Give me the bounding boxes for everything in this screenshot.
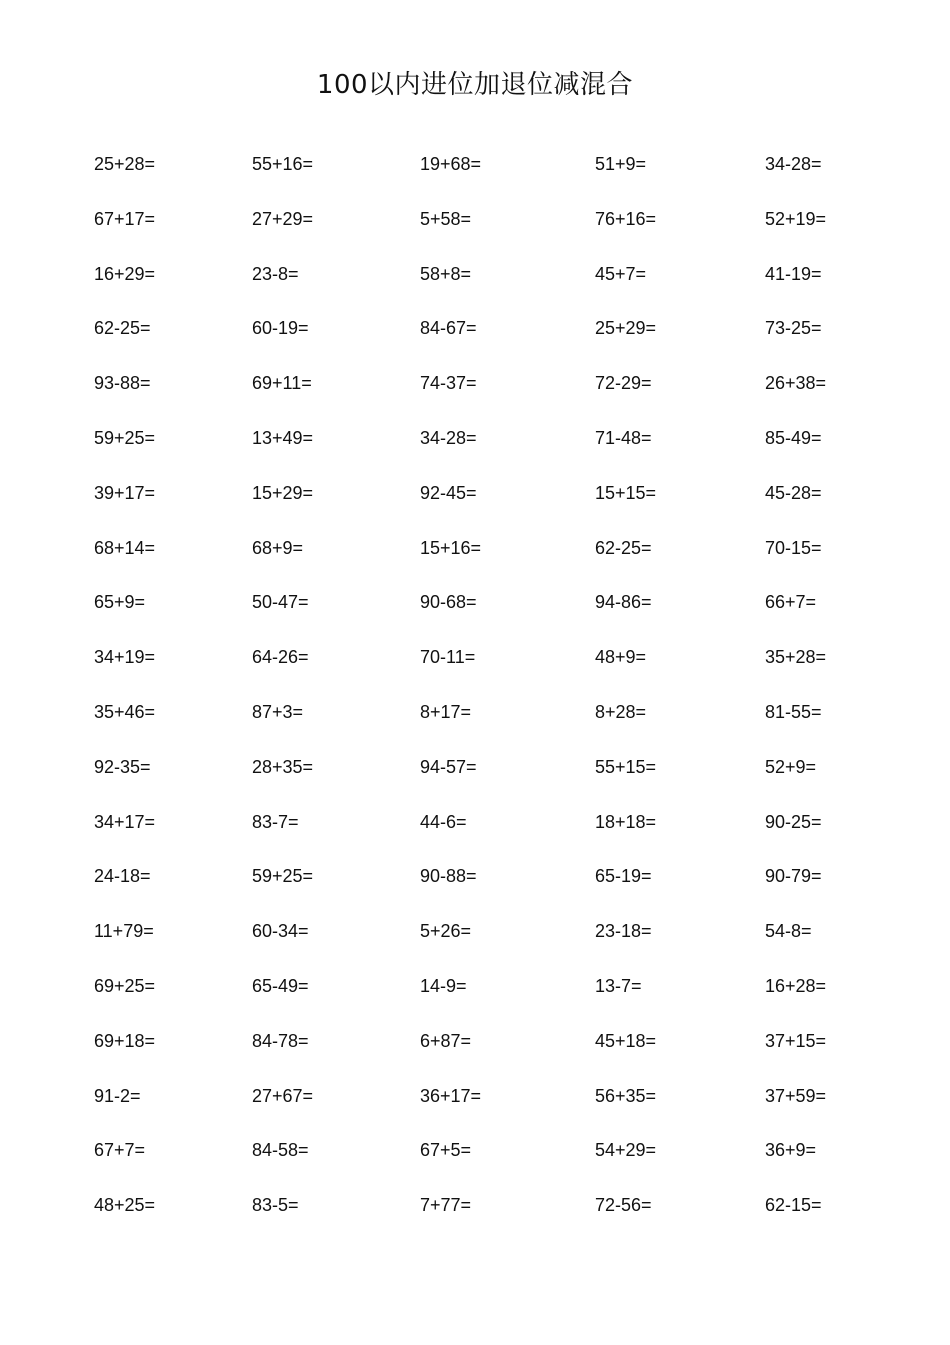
math-problem: 72-29=: [595, 373, 652, 394]
math-problem: 13-7=: [595, 975, 642, 996]
math-problem: 52+9=: [765, 756, 817, 777]
math-problem: 90-88=: [420, 866, 477, 887]
problem-row: [0, 150, 950, 205]
problem-row: [0, 260, 950, 315]
math-problem: 25+28=: [94, 154, 156, 174]
math-problem: 44-6=: [420, 811, 467, 832]
math-problem: 19+68=: [420, 154, 482, 174]
problem-row: [0, 643, 950, 698]
problem-grid: [0, 150, 950, 1246]
math-problem: 93-88=: [94, 373, 151, 394]
math-problem: 69+25=: [94, 975, 156, 996]
math-problem: 68+9=: [252, 537, 304, 558]
math-problem: 24-18=: [94, 866, 151, 887]
math-problem: 90-68=: [420, 592, 477, 613]
problem-row: [0, 753, 950, 808]
math-problem: 23-18=: [595, 921, 652, 942]
math-problem: 54+29=: [595, 1140, 657, 1161]
problem-row: [0, 1136, 950, 1191]
math-problem: 58+8=: [420, 263, 472, 284]
math-problem: 90-79=: [765, 866, 822, 887]
math-problem: 59+25=: [94, 427, 156, 448]
math-problem: 69+11=: [252, 373, 312, 394]
math-problem: 70-15=: [765, 537, 822, 558]
math-problem: 7+77=: [420, 1195, 472, 1216]
math-problem: 84-58=: [252, 1140, 309, 1161]
page-title: 100以内进位加退位减混合: [316, 70, 634, 100]
math-problem: 81-55=: [765, 701, 822, 722]
math-problem: 67+5=: [420, 1140, 472, 1161]
math-problem: 35+46=: [94, 701, 156, 722]
math-problem: 54-8=: [765, 921, 812, 942]
problem-row: [0, 698, 950, 753]
math-problem: 6+87=: [420, 1030, 472, 1051]
math-problem: 34-28=: [765, 154, 822, 174]
math-problem: 71-48=: [595, 427, 652, 448]
problem-row: [0, 424, 950, 479]
math-problem: 11+79=: [94, 921, 154, 942]
math-problem: 84-78=: [252, 1030, 309, 1051]
math-problem: 27+29=: [252, 208, 314, 229]
problem-row: [0, 1191, 950, 1246]
problem-row: [0, 808, 950, 863]
math-problem: 25+29=: [595, 318, 657, 339]
math-problem: 72-56=: [595, 1195, 652, 1216]
math-problem: 67+7=: [94, 1140, 146, 1161]
math-problem: 15+16=: [420, 537, 482, 558]
math-problem: 15+15=: [595, 482, 657, 503]
math-problem: 18+18=: [595, 811, 657, 832]
math-problem: 55+15=: [595, 756, 657, 777]
math-problem: 5+26=: [420, 921, 472, 942]
math-problem: 8+28=: [595, 701, 647, 722]
math-problem: 5+58=: [420, 208, 472, 229]
math-problem: 62-15=: [765, 1195, 822, 1216]
math-problem: 69+18=: [94, 1030, 156, 1051]
math-problem: 45+18=: [595, 1030, 657, 1051]
math-problem: 83-5=: [252, 1195, 299, 1216]
problem-row: [0, 479, 950, 534]
problem-row: [0, 534, 950, 589]
math-problem: 56+35=: [595, 1085, 657, 1106]
math-problem: 28+35=: [252, 756, 314, 777]
math-problem: 55+16=: [252, 154, 314, 174]
problem-row: [0, 862, 950, 917]
math-problem: 94-86=: [595, 592, 652, 613]
math-problem: 51+9=: [595, 154, 647, 174]
math-problem: 73-25=: [765, 318, 822, 339]
math-problem: 8+17=: [420, 701, 472, 722]
math-problem: 14-9=: [420, 975, 467, 996]
math-problem: 15+29=: [252, 482, 314, 503]
math-problem: 87+3=: [252, 701, 304, 722]
math-problem: 34-28=: [420, 427, 477, 448]
problem-row: [0, 1082, 950, 1137]
math-problem: 41-19=: [765, 263, 822, 284]
math-problem: 68+14=: [94, 537, 156, 558]
math-problem: 90-25=: [765, 811, 822, 832]
math-problem: 84-67=: [420, 318, 477, 339]
math-problem: 26+38=: [765, 373, 827, 394]
math-problem: 23-8=: [252, 263, 299, 284]
math-problem: 83-7=: [252, 811, 299, 832]
math-problem: 67+17=: [94, 208, 156, 229]
math-problem: 39+17=: [94, 482, 156, 503]
problem-row: [0, 972, 950, 1027]
math-problem: 59+25=: [252, 866, 314, 887]
math-problem: 48+9=: [595, 647, 647, 668]
problem-row: [0, 369, 950, 424]
math-problem: 52+19=: [765, 208, 827, 229]
math-problem: 48+25=: [94, 1195, 156, 1216]
problem-row: [0, 205, 950, 260]
math-problem: 62-25=: [595, 537, 652, 558]
math-problem: 34+17=: [94, 811, 156, 832]
math-problem: 65-49=: [252, 975, 309, 996]
problem-row: [0, 1027, 950, 1082]
math-problem: 36+17=: [420, 1085, 482, 1106]
math-problem: 92-35=: [94, 756, 151, 777]
math-problem: 37+59=: [765, 1085, 827, 1106]
math-problem: 66+7=: [765, 592, 817, 613]
math-problem: 16+28=: [765, 975, 827, 996]
math-problem: 45-28=: [765, 482, 822, 503]
math-problem: 50-47=: [252, 592, 309, 613]
math-problem: 76+16=: [595, 208, 657, 229]
math-problem: 62-25=: [94, 318, 151, 339]
math-problem: 35+28=: [765, 647, 827, 668]
math-problem: 13+49=: [252, 427, 314, 448]
math-problem: 45+7=: [595, 263, 647, 284]
problem-row: [0, 588, 950, 643]
math-problem: 65+9=: [94, 592, 146, 613]
math-problem: 16+29=: [94, 263, 156, 284]
math-problem: 34+19=: [94, 647, 156, 668]
math-problem: 85-49=: [765, 427, 822, 448]
math-problem: 27+67=: [252, 1085, 314, 1106]
math-problem: 60-19=: [252, 318, 309, 339]
math-problem: 65-19=: [595, 866, 652, 887]
math-problem: 60-34=: [252, 921, 309, 942]
math-problem: 94-57=: [420, 756, 477, 777]
math-problem: 92-45=: [420, 482, 477, 503]
problem-row: [0, 917, 950, 972]
math-problem: 91-2=: [94, 1085, 141, 1106]
math-problem: 37+15=: [765, 1030, 827, 1051]
problem-row: [0, 314, 950, 369]
math-problem: 64-26=: [252, 647, 309, 668]
math-problem: 74-37=: [420, 373, 477, 394]
math-problem: 36+9=: [765, 1140, 817, 1161]
math-problem: 70-11=: [420, 647, 476, 668]
